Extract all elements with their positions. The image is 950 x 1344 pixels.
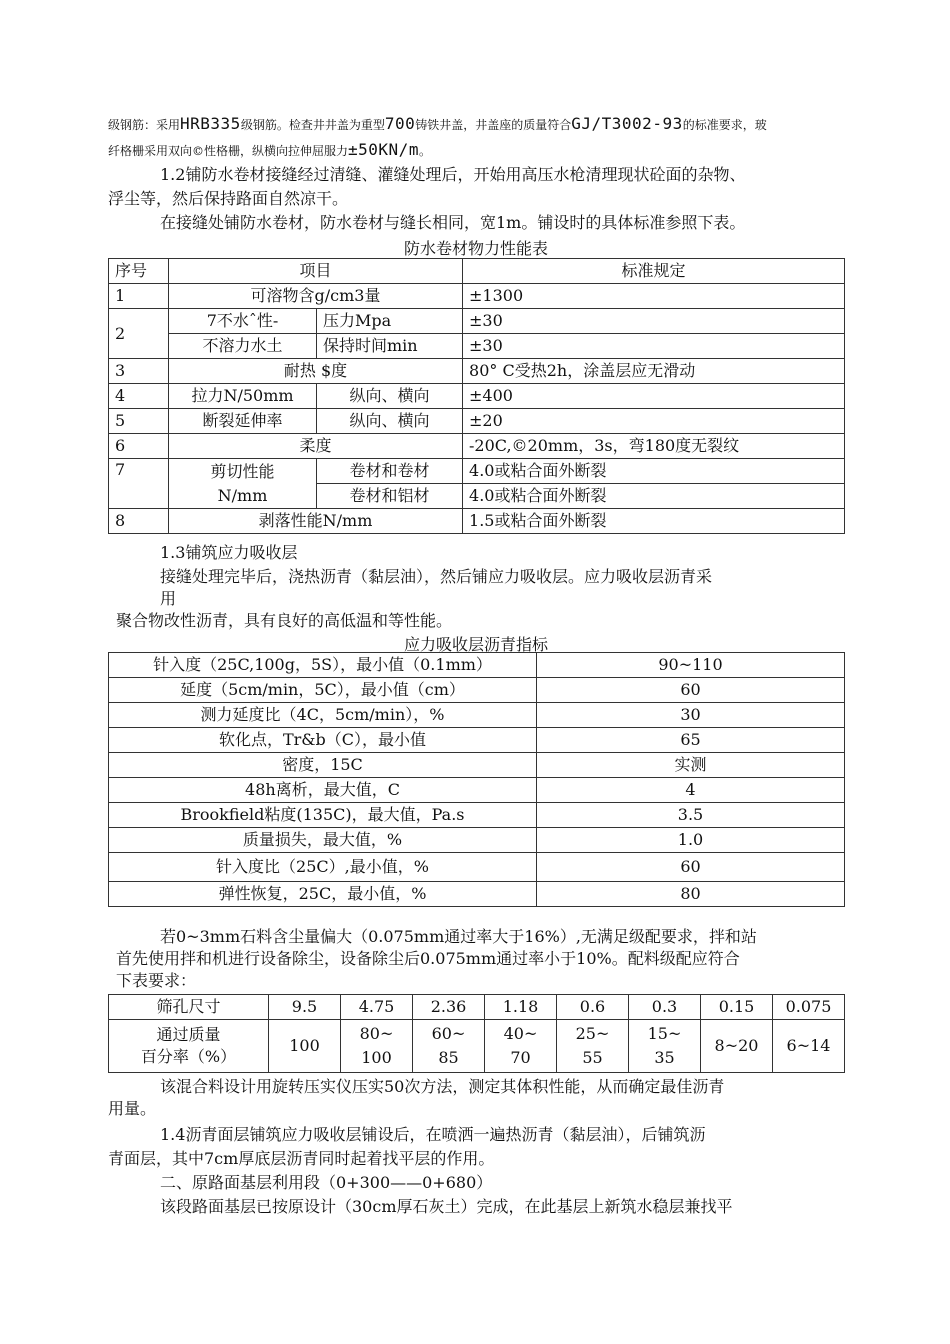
intro-text: 铸铁井盖，井盖座的质量符合 xyxy=(415,118,572,132)
pass-value-line: 40~ xyxy=(503,1024,538,1043)
index-value: 3.5 xyxy=(537,803,845,828)
sieve-size: 9.5 xyxy=(269,995,341,1020)
table-row xyxy=(109,509,845,534)
grading-line-2: 首先使用拌和机进行设备除尘，设备除尘后0.075mm通过率小于10%。配料级配应符合 xyxy=(116,949,740,968)
row-item: 不溶力水土 xyxy=(169,334,317,359)
index-name: 针入度比（25C）,最小值，% xyxy=(109,853,537,882)
index-name: Brookfield粘度(135C)，最大值，Pa.s xyxy=(109,803,537,828)
intro-code: HRB335 xyxy=(180,114,241,133)
row-item-line: N/mm xyxy=(217,485,268,505)
row-std: 4.0或粘合面外断裂 xyxy=(463,484,845,509)
sec12-line-1: 1.2铺防水卷材接缝经过清缝、灌缝处理后，开始用高压水枪清理现状砼面的杂物、 xyxy=(160,165,746,184)
table-row xyxy=(109,703,845,728)
pass-value-line: 60~ xyxy=(431,1024,466,1043)
table-row xyxy=(109,753,845,778)
table-row xyxy=(109,803,845,828)
sieve-size: 4.75 xyxy=(341,995,413,1020)
index-value: 80 xyxy=(537,882,845,907)
row-std: 80° C受热2h，涂盖层应无滑动 xyxy=(463,359,845,384)
header-std: 标准规定 xyxy=(463,259,845,284)
pass-value xyxy=(341,1020,413,1073)
row-item: 保持时间min xyxy=(317,334,463,359)
table-row xyxy=(109,434,845,459)
sieve-size: 2.36 xyxy=(413,995,485,1020)
index-value: 65 xyxy=(537,728,845,753)
index-name: 测力延度比（4C，5cm/min），% xyxy=(109,703,537,728)
pass-value-line: 55 xyxy=(582,1048,603,1067)
sieve-size: 1.18 xyxy=(485,995,557,1020)
grading-line-1: 若0~3mm石料含尘量偏大（0.075mm通过率大于16%）,无满足级配要求，拌和站 xyxy=(160,927,757,946)
row-no: 6 xyxy=(109,434,169,459)
table-row xyxy=(109,384,845,409)
pass-value: 6~14 xyxy=(773,1020,845,1073)
row-item: 纵向、横向 xyxy=(317,384,463,409)
after-line-6: 该段路面基层已按原设计（30cm厚石灰土）完成，在此基层上新筑水稳层兼找平 xyxy=(160,1197,733,1216)
pass-label-line: 通过质量 xyxy=(156,1025,221,1044)
table1-title: 防水卷材物力性能表 xyxy=(403,239,548,258)
intro-code: GJ/T3002-93 xyxy=(571,114,683,133)
index-value: 实测 xyxy=(537,753,845,778)
intro-line-1 xyxy=(108,114,767,133)
index-value: 60 xyxy=(537,678,845,703)
table-row xyxy=(109,259,845,284)
intro-text: 级钢筋：采用 xyxy=(108,118,181,132)
index-name: 密度，15C xyxy=(109,753,537,778)
index-name: 延度（5cm/min，5C），最小值（cm） xyxy=(109,678,537,703)
pass-value xyxy=(557,1020,629,1073)
row-no: 7 xyxy=(109,459,169,509)
row-no: 8 xyxy=(109,509,169,534)
sieve-label: 筛孔尺寸 xyxy=(109,995,269,1020)
index-name: 质量损失，最大值，% xyxy=(109,828,537,853)
pass-value-line: 15~ xyxy=(647,1024,682,1043)
grading-table xyxy=(108,994,845,1073)
intro-text: 纤格栅采用双向©性格栅，纵横向拉伸屈服力 xyxy=(108,144,349,158)
pass-label xyxy=(109,1020,269,1073)
table-row xyxy=(109,678,845,703)
after-line-4: 青面层，其中7cm厚底层沥青同时起着找平层的作用。 xyxy=(108,1149,495,1168)
sec12-line-2: 浮尘等，然后保持路面自然凉干。 xyxy=(108,189,349,208)
table-row xyxy=(109,309,845,334)
row-item: 断裂延伸率 xyxy=(169,409,317,434)
index-value: 4 xyxy=(537,778,845,803)
index-name: 48h离析，最大值，C xyxy=(109,778,537,803)
pass-value-line: 85 xyxy=(438,1048,459,1067)
row-no: 5 xyxy=(109,409,169,434)
row-std: ±1300 xyxy=(463,284,845,309)
row-no: 3 xyxy=(109,359,169,384)
row-item: 可溶物含g/cm3量 xyxy=(169,284,463,309)
intro-line-2 xyxy=(108,140,431,159)
pass-value xyxy=(485,1020,557,1073)
row-item: 柔度 xyxy=(169,434,463,459)
sec13-heading: 1.3铺筑应力吸收层 xyxy=(160,543,298,562)
index-value: 1.0 xyxy=(537,828,845,853)
waterproof-table xyxy=(108,258,845,534)
sieve-size: 0.3 xyxy=(629,995,701,1020)
index-value: 30 xyxy=(537,703,845,728)
index-name: 弹性恢复，25C，最小值，% xyxy=(109,882,537,907)
pass-value-line: 100 xyxy=(361,1048,392,1067)
row-item: 纵向、横向 xyxy=(317,409,463,434)
table-row xyxy=(109,882,845,907)
grading-line-3: 下表要求： xyxy=(116,971,197,990)
table2-title: 应力吸收层沥青指标 xyxy=(403,635,548,654)
after-line-5: 二、原路面基层利用段（0+300——0+680） xyxy=(160,1173,493,1192)
row-std: 1.5或粘合面外断裂 xyxy=(463,509,845,534)
header-item: 项目 xyxy=(169,259,463,284)
pass-value-line: 80~ xyxy=(359,1024,394,1043)
row-std: ±20 xyxy=(463,409,845,434)
table-row xyxy=(109,653,845,678)
row-item: 卷材和铝材 xyxy=(317,484,463,509)
table-row xyxy=(109,828,845,853)
row-std: ±30 xyxy=(463,309,845,334)
table-row xyxy=(109,778,845,803)
intro-code: 700 xyxy=(384,114,416,133)
row-std: ±400 xyxy=(463,384,845,409)
table-row xyxy=(109,853,845,882)
sec13-line-2: 聚合物改性沥青，具有良好的高低温和等性能。 xyxy=(116,611,453,630)
row-no: 1 xyxy=(109,284,169,309)
row-item: 卷材和卷材 xyxy=(317,459,463,484)
after-line-1: 该混合料设计用旋转压实仪压实50次方法，测定其体积性能，从而确定最佳沥青 xyxy=(160,1077,725,1096)
sec12-line-3: 在接缝处铺防水卷材，防水卷材与缝长相同，宽1m。铺设时的具体标准参照下表。 xyxy=(160,213,746,232)
table-row xyxy=(109,995,845,1020)
asphalt-index-table xyxy=(108,652,845,907)
pass-value: 100 xyxy=(269,1020,341,1073)
sieve-size: 0.075 xyxy=(773,995,845,1020)
intro-text: 。 xyxy=(418,144,431,158)
intro-code: ±50KN/m xyxy=(348,140,419,159)
table-row xyxy=(109,1020,845,1073)
table-row xyxy=(109,459,845,484)
intro-text: 级钢筋。检查井井盖为重型 xyxy=(240,118,385,132)
pass-value xyxy=(629,1020,701,1073)
pass-value-line: 70 xyxy=(510,1048,531,1067)
table-row xyxy=(109,728,845,753)
after-line-2: 用量。 xyxy=(108,1099,157,1118)
row-no: 4 xyxy=(109,384,169,409)
row-std: ±30 xyxy=(463,334,845,359)
index-value: 90~110 xyxy=(537,653,845,678)
row-item-line: 剪切性能 xyxy=(210,461,275,481)
index-name: 软化点，Tr&b（C），最小值 xyxy=(109,728,537,753)
index-name: 针入度（25C,100g，5S），最小值（0.1mm） xyxy=(109,653,537,678)
row-item xyxy=(169,459,317,509)
row-item: 拉力N/50mm xyxy=(169,384,317,409)
after-line-3: 1.4沥青面层铺筑应力吸收层铺设后，在喷洒一遍热沥青（黏层油），后铺筑沥 xyxy=(160,1125,706,1144)
sieve-size: 0.15 xyxy=(701,995,773,1020)
pass-value xyxy=(413,1020,485,1073)
row-std: -20C,©20mm，3s，弯180度无裂纹 xyxy=(463,434,845,459)
row-std: 4.0或粘合面外断裂 xyxy=(463,459,845,484)
row-item: 7不水ˆ性- xyxy=(169,309,317,334)
row-item: 耐热 $度 xyxy=(169,359,463,384)
table-row xyxy=(109,284,845,309)
row-no: 2 xyxy=(109,309,169,359)
pass-value-line: 35 xyxy=(654,1048,675,1067)
row-item: 剥落性能N/mm xyxy=(169,509,463,534)
pass-label-line: 百分率（%） xyxy=(140,1047,237,1066)
table-row xyxy=(109,409,845,434)
pass-value: 8~20 xyxy=(701,1020,773,1073)
intro-text: 的标准要求，玻 xyxy=(682,118,767,132)
sec13-line-1: 接缝处理完毕后，浇热沥青（黏层油），然后铺应力吸收层。应力吸收层沥青采 xyxy=(160,567,713,586)
sieve-size: 0.6 xyxy=(557,995,629,1020)
pass-value-line: 25~ xyxy=(575,1024,610,1043)
table-row xyxy=(109,359,845,384)
sec13-line-1b: 用 xyxy=(160,589,177,608)
index-value: 60 xyxy=(537,853,845,882)
table-row xyxy=(109,334,845,359)
row-item: 压力Mpa xyxy=(317,309,463,334)
header-no: 序号 xyxy=(109,259,169,284)
